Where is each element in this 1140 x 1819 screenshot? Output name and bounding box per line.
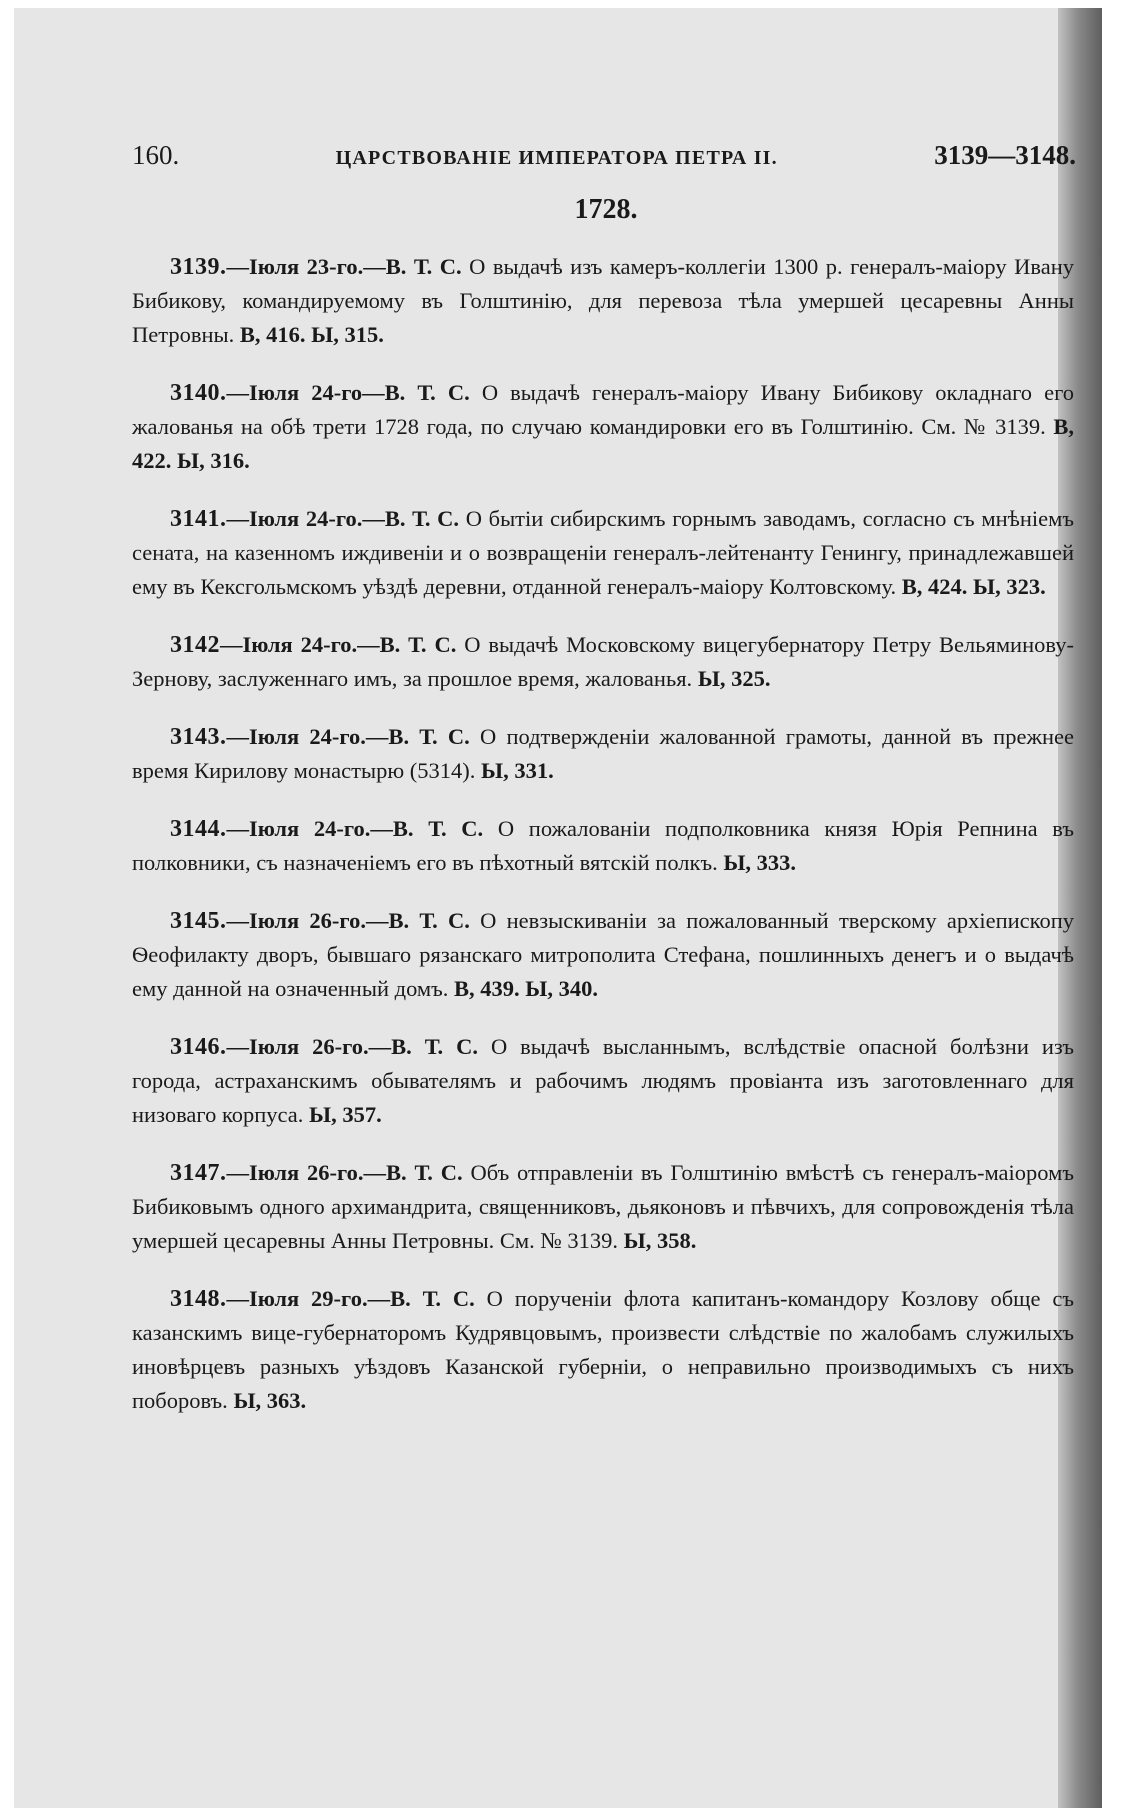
- entry-text: О пожалованіи подполковника князя Юрія Репнина въ полковники, съ назначеніемъ его въ пѣхотный вятскій полкъ.: [132, 816, 1074, 875]
- entry-text: О невзыскиваніи за пожалованный тверскому архіепископу Ѳеофилакту дворъ, бывшаго рязанскаго митрополита Стефана, пошлинныхъ денегъ и о выдачѣ ему данной на означенный домъ.: [132, 908, 1074, 1001]
- entry-number: 3142: [170, 632, 220, 658]
- entry-text: О подтвержденіи жалованной грамоты, данной въ прежнее время Кирилову монастырю (5314).: [132, 724, 1075, 783]
- scan-margin: [1102, 0, 1140, 1819]
- entry-refs: Ы, 358.: [623, 1228, 697, 1253]
- entry-refs: В, 422. Ы, 316.: [132, 414, 1074, 473]
- entry-number: 3139.: [170, 254, 227, 280]
- entry-number: 3148.: [170, 1286, 227, 1312]
- entry-3140: [132, 376, 1080, 478]
- entry-date: —Іюля 26-го.—В. Т. С.: [226, 1034, 478, 1059]
- entry-refs: Ы, 363.: [233, 1388, 307, 1413]
- entry-refs: Ы, 333.: [723, 850, 797, 875]
- entry-3146: [132, 1030, 1080, 1132]
- entry-text: О выдачѣ генералъ-маіору Ивану Бибикову окладнаго его жалованья на обѣ трети 1728 года, по случаю командировки его въ Голштинію. См. № 3139.: [132, 380, 1074, 439]
- entry-date: —Іюля 24-го.—В. Т. С.: [226, 506, 460, 531]
- entry-text: О бытіи сибирскимъ горнымъ заводамъ, согласно съ мнѣніемъ сената, на казенномъ иждивеніи и о возвращеніи генералъ-лейтенанту Генингу, принадлежавшей ему въ Кексгольмскомъ уѣздѣ деревни, отданной генералъ-маіору Колтовскому.: [132, 506, 1074, 599]
- entry-3144: [132, 812, 1080, 880]
- entry-date: —Іюля 24-го—В. Т. С.: [226, 380, 470, 405]
- entry-date: —Іюля 24-го.—В. Т. С.: [226, 724, 470, 749]
- entry-number: 3143.: [170, 724, 227, 750]
- page-content: [132, 140, 1080, 1442]
- entry-refs: Ы, 325.: [697, 666, 771, 691]
- entry-number: 3140.: [170, 380, 227, 406]
- entry-number: 3147.: [170, 1160, 227, 1186]
- entry-date: —Іюля 24-го.—В. Т. С.: [226, 816, 484, 841]
- entry-3139: [132, 250, 1080, 352]
- entry-text: О порученіи флота капитанъ-командору Козлову обще съ казанскимъ вице-губернаторомъ Кудрявцовымъ, произвести слѣдствіе по жалобамъ служилыхъ иновѣрцевъ разныхъ уѣздовъ Казанской губерніи, о неправильно производимыхъ съ нихъ поборовъ.: [132, 1286, 1074, 1413]
- entry-refs: В, 439. Ы, 340.: [454, 976, 598, 1001]
- entry-refs: Ы, 331.: [481, 758, 554, 783]
- entry-refs: Ы, 357.: [309, 1102, 382, 1127]
- entry-number: 3146.: [170, 1034, 227, 1060]
- entry-3143: [132, 720, 1080, 788]
- entry-text: О выдачѣ изъ камеръ-коллегіи 1300 р. генералъ-маіору Ивану Бибикову, командируемому въ Голштинію, для перевоза тѣла умершей цесаревны Анны Петровны.: [132, 254, 1074, 347]
- entry-date: —Іюля 24-го.—В. Т. С.: [220, 632, 457, 657]
- running-title: ЦАРСТВОВАНІЕ ИМПЕРАТОРА ПЕТРА II.: [335, 147, 778, 169]
- entry-3147: [132, 1156, 1080, 1258]
- entry-text: О выдачѣ Московскому вицегубернатору Петру Вельяминову-Зернову, заслуженнаго имъ, за прошлое время, жалованья.: [132, 632, 1074, 691]
- entry-date: —Іюля 29-го.—В. Т. С.: [226, 1286, 475, 1311]
- entry-3148: [132, 1282, 1080, 1418]
- entry-number: 3145.: [170, 908, 227, 934]
- entry-3145: [132, 904, 1080, 1006]
- entry-date: —Іюля 26-го.—В. Т. С.: [226, 908, 470, 933]
- entry-date: —Іюля 23-го.—В. Т. С.: [226, 254, 462, 279]
- entry-date: —Іюля 26-го.—В. Т. С.: [226, 1160, 463, 1185]
- page-number: 160.: [132, 140, 180, 170]
- entry-number: 3141.: [170, 506, 227, 532]
- entry-3141: [132, 502, 1080, 604]
- entry-text: Объ отправленіи въ Голштинію вмѣстѣ съ генералъ-маіоромъ Бибиковымъ одного архимандрита, священниковъ, дьяконовъ и пѣвчихъ, для сопровожденія тѣла умершей цесаревны Анны Петровны. См. № 3139.: [132, 1160, 1074, 1253]
- running-head: [132, 140, 1080, 174]
- entry-text: О выдачѣ высланнымъ, вслѣдствіе опасной болѣзни изъ города, астраханскимъ обывателямъ и рабочимъ людямъ провіанта изъ заготовленнаго для низоваго корпуса.: [132, 1034, 1075, 1127]
- entry-refs: В, 424. Ы, 323.: [901, 574, 1046, 599]
- entry-3142: [132, 628, 1080, 696]
- entry-range: 3139—3148.: [934, 140, 1076, 170]
- year-heading: 1728.: [574, 194, 638, 225]
- entry-refs: В, 416. Ы, 315.: [239, 322, 384, 347]
- entry-number: 3144.: [170, 816, 227, 842]
